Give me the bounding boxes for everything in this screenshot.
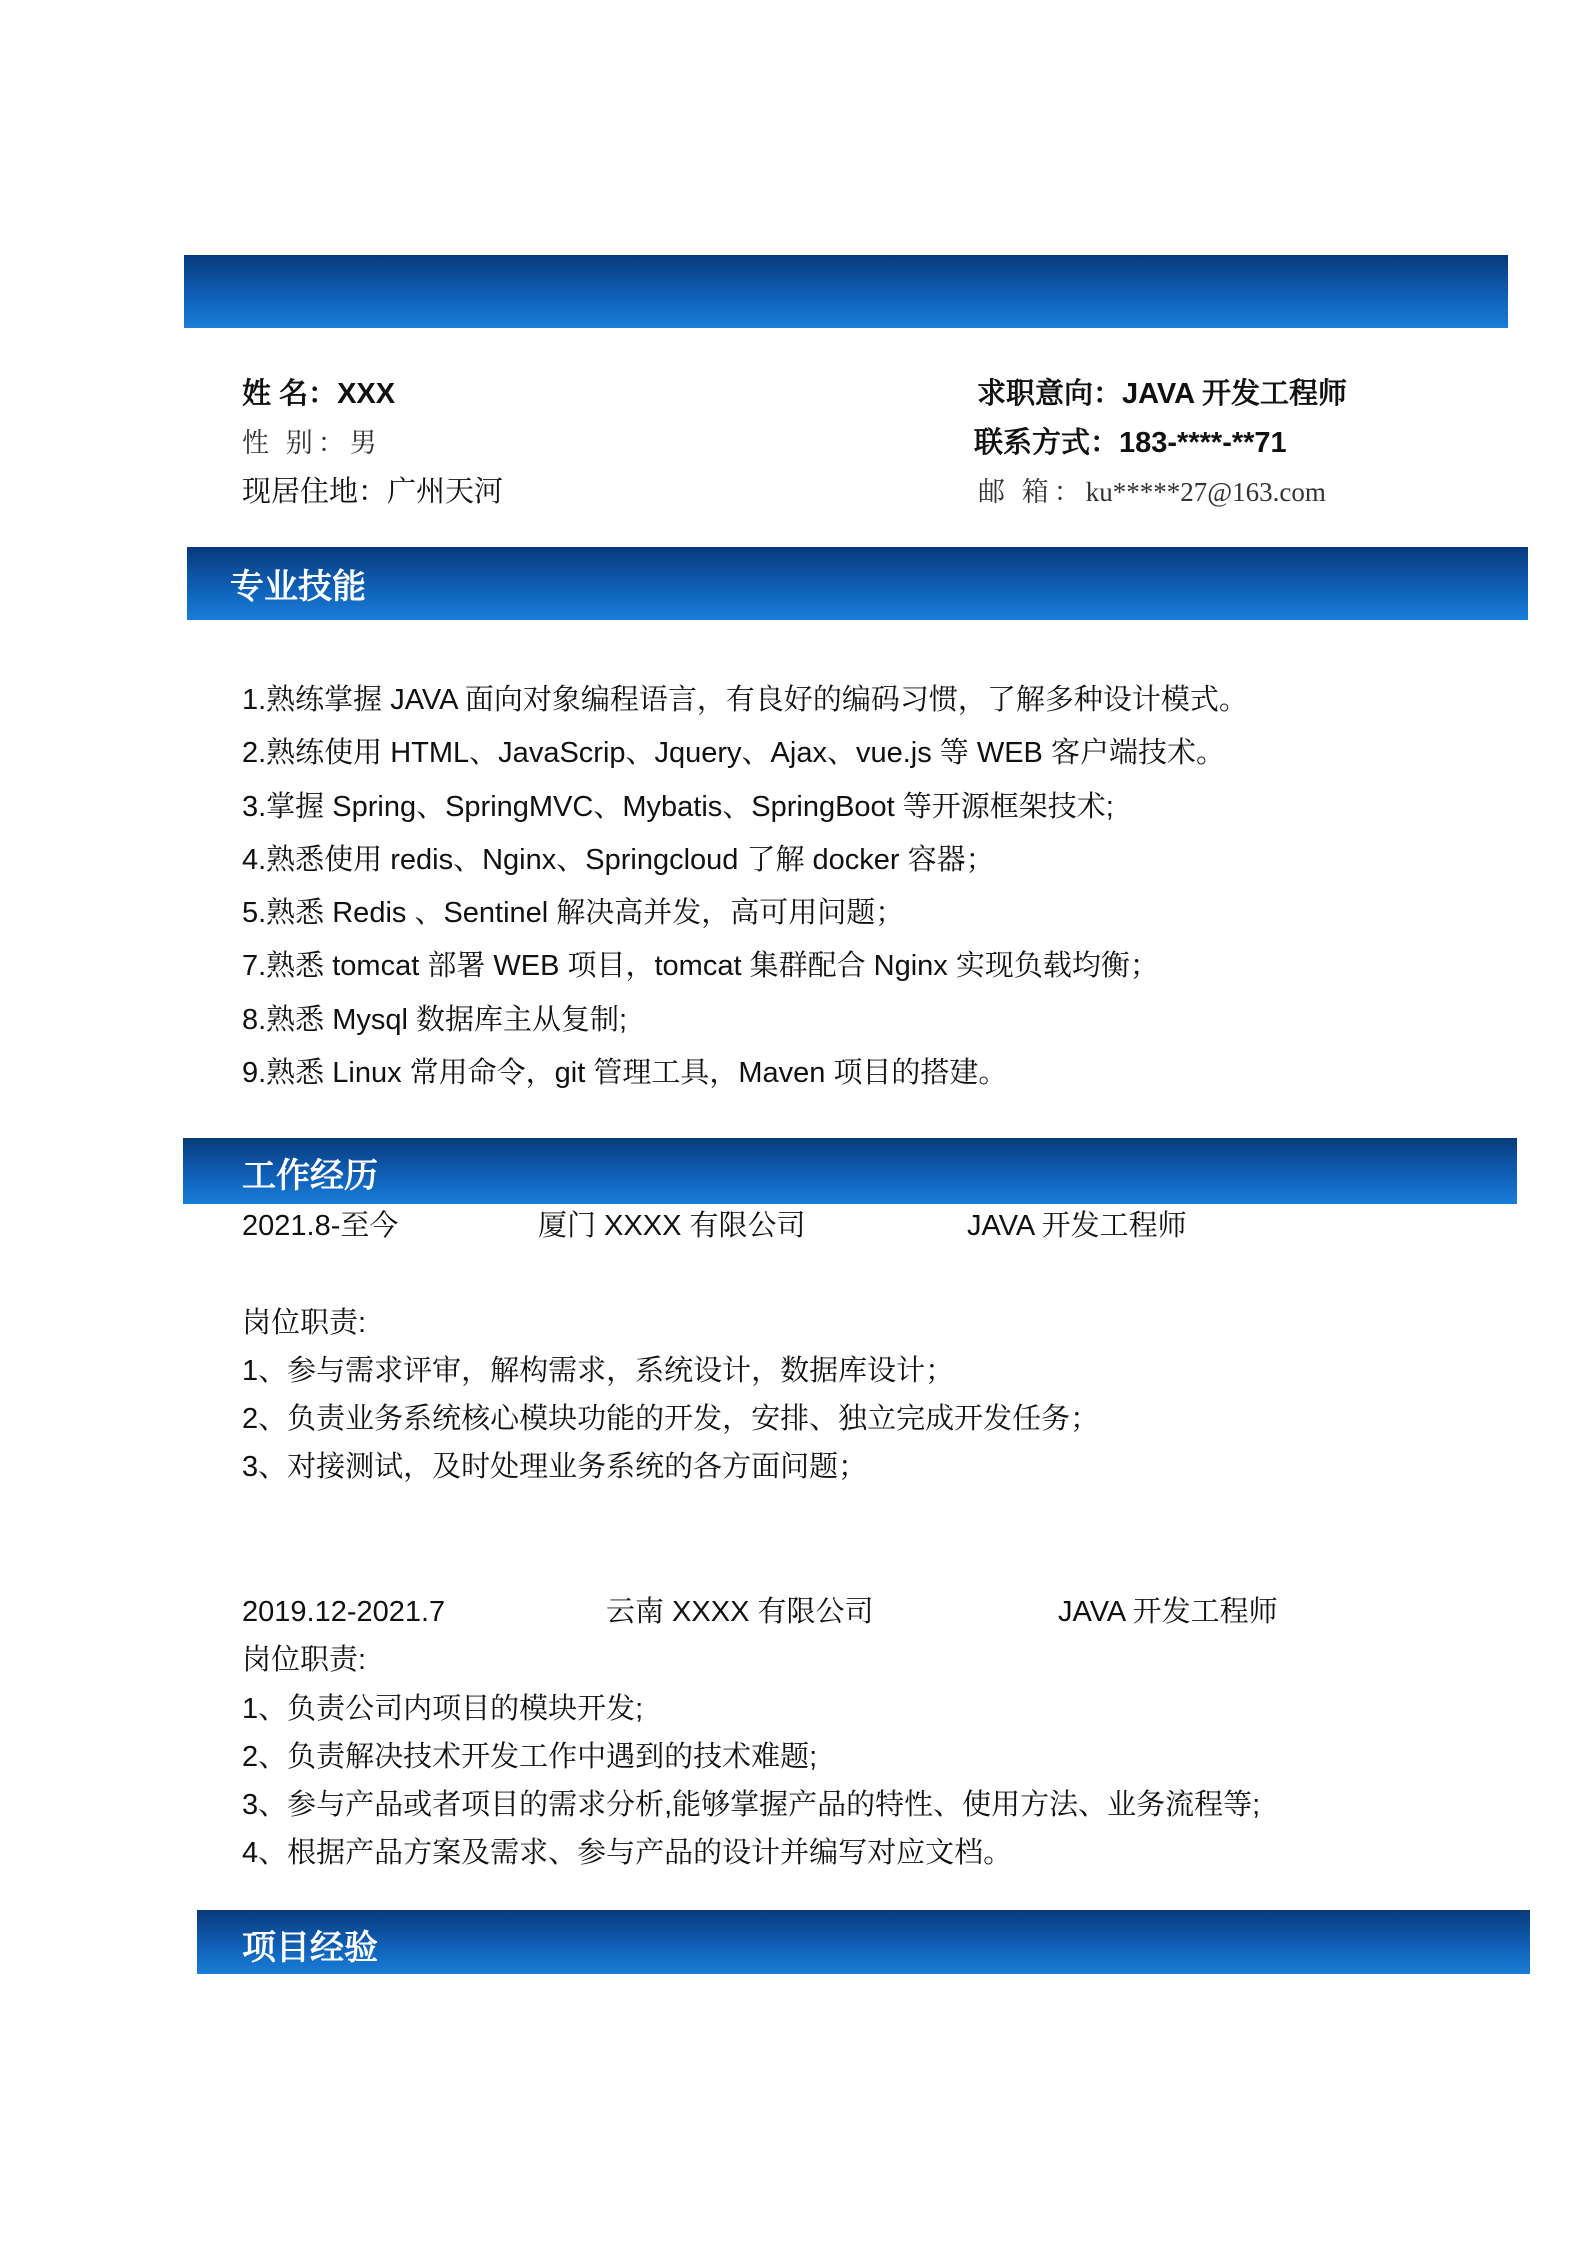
skill-item: 2.熟练使用 HTML、JavaScrip、Jquery、Ajax、vue.js 等 WEB 客户端技术。 bbox=[242, 737, 1225, 770]
job-company: 厦门 XXXX 有限公司 bbox=[538, 1210, 806, 1242]
job-intent-value: JAVA 开发工程师 bbox=[1122, 378, 1348, 410]
skill-item: 8.熟悉 Mysql 数据库主从复制; bbox=[242, 1003, 628, 1036]
job-duty-item: 3、对接测试，及时处理业务系统的各方面问题； bbox=[242, 1451, 868, 1484]
basic-info-header-bar bbox=[184, 255, 1508, 328]
job-duty-label: 岗位职责: bbox=[242, 1306, 367, 1339]
skill-item: 3.掌握 Spring、SpringMVC、Mybatis、SpringBoot 等开源框架技术; bbox=[242, 790, 1114, 823]
projects-section-bar bbox=[197, 1910, 1530, 1974]
location-value: 广州天河 bbox=[387, 476, 504, 508]
name-line bbox=[242, 374, 395, 414]
job-header-row bbox=[242, 1588, 1442, 1636]
job-duty-item: 2、负责业务系统核心模块功能的开发，安排、独立完成开发任务； bbox=[242, 1403, 1100, 1436]
job-header-row bbox=[242, 1202, 1442, 1250]
skill-item: 9.熟悉 Linux 常用命令，git 管理工具，Maven 项目的搭建。 bbox=[242, 1057, 1008, 1090]
skills-list bbox=[242, 674, 1248, 1100]
contact-value: 183-****-**71 bbox=[1119, 427, 1287, 459]
contact-line bbox=[974, 423, 1287, 463]
job-duty-item: 3、参与产品或者项目的需求分析,能够掌握产品的特性、使用方法、业务流程等; bbox=[242, 1789, 1261, 1822]
skill-item: 1.熟练掌握 JAVA 面向对象编程语言，有良好的编码习惯，了解多种设计模式。 bbox=[242, 684, 1248, 716]
job-position: JAVA 开发工程师 bbox=[1058, 1596, 1278, 1628]
email-label: 邮 箱： bbox=[978, 477, 1086, 507]
job-entry bbox=[242, 1202, 1442, 1492]
job-intent-line bbox=[977, 374, 1347, 414]
job-entry bbox=[242, 1588, 1442, 1878]
job-duty-label: 岗位职责: bbox=[242, 1644, 367, 1677]
job-company: 云南 XXXX 有限公司 bbox=[606, 1596, 874, 1628]
skills-section-bar bbox=[187, 547, 1528, 620]
contact-label: 联系方式： bbox=[974, 427, 1120, 459]
job-intent-label: 求职意向： bbox=[977, 378, 1123, 410]
location-line bbox=[242, 472, 503, 512]
job-duty-item: 1、参与需求评审，解构需求，系统设计，数据库设计； bbox=[242, 1354, 955, 1387]
work-section-bar bbox=[183, 1138, 1517, 1204]
skill-item: 5.熟悉 Redis 、Sentinel 解决高并发，高可用问题； bbox=[242, 897, 905, 930]
job-period: 2021.8-至今 bbox=[242, 1210, 399, 1242]
job-duty-item: 4、根据产品方案及需求、参与产品的设计并编写对应文档。 bbox=[242, 1837, 1013, 1870]
email-line bbox=[978, 472, 1326, 512]
gender-value: 男 bbox=[349, 428, 377, 458]
skill-item: 7.熟悉 tomcat 部署 WEB 项目，tomcat 集群配合 Nginx 实现负载均衡； bbox=[242, 950, 1159, 983]
email-value: ku*****27@163.com bbox=[1085, 477, 1326, 507]
name-value: XXX bbox=[337, 378, 396, 410]
name-label: 姓 名： bbox=[242, 378, 338, 410]
location-label: 现居住地： bbox=[242, 476, 388, 508]
job-duty-item: 1、负责公司内项目的模块开发; bbox=[242, 1692, 644, 1725]
job-period: 2019.12-2021.7 bbox=[242, 1596, 446, 1628]
skill-item: 4.熟悉使用 redis、Nginx、Springcloud 了解 docker 容器； bbox=[242, 843, 995, 876]
work-section-title: 工作经历 bbox=[242, 1157, 378, 1195]
skills-section-title: 专业技能 bbox=[230, 568, 366, 606]
gender-label: 性 别： bbox=[242, 428, 350, 458]
job-position: JAVA 开发工程师 bbox=[967, 1210, 1187, 1242]
gender-line bbox=[242, 423, 377, 463]
projects-section-title: 项目经验 bbox=[242, 1929, 378, 1967]
job-duty-item: 2、负责解决技术开发工作中遇到的技术难题; bbox=[242, 1740, 818, 1773]
